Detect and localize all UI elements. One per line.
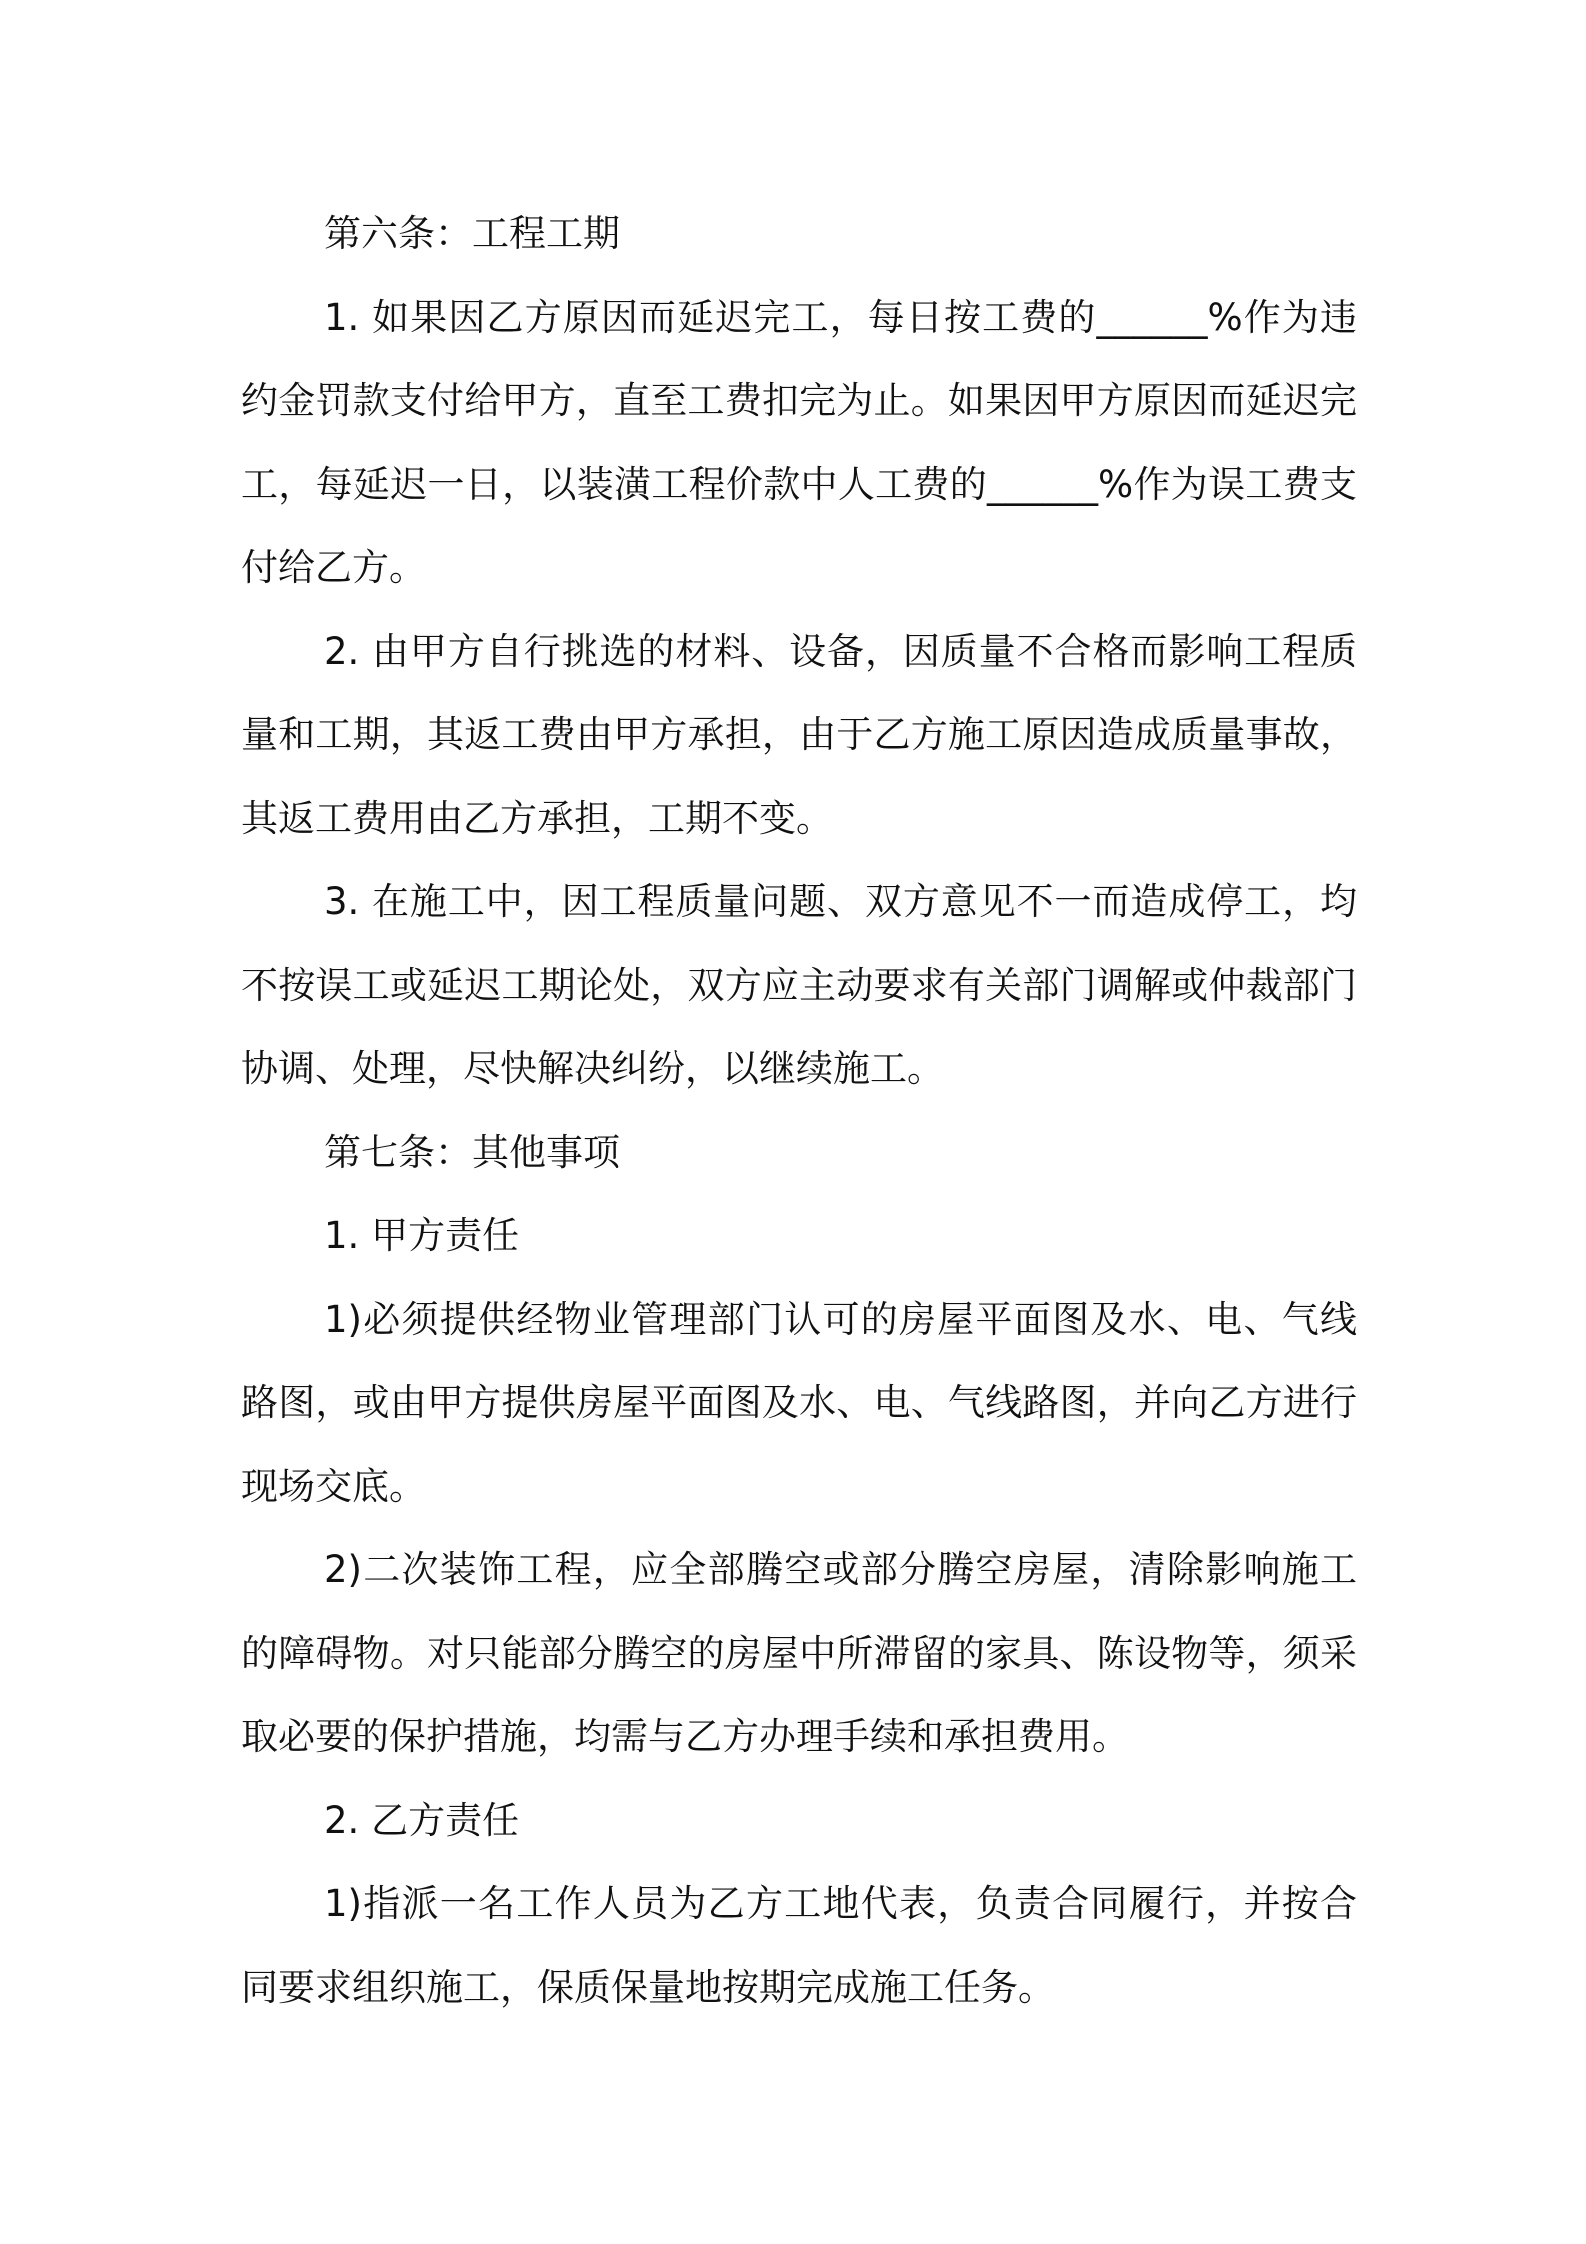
paragraph-6-2: 2. 由甲方自行挑选的材料、设备，因质量不合格而影响工程质量和工期，其返工费由甲方承担，由于乙方施工原因造成质量事故，其返工费用由乙方承担，工期不变。	[241, 629, 1357, 840]
paragraph-7-1-1: 1)必须提供经物业管理部门认可的房屋平面图及水、电、气线路图，或由甲方提供房屋平面图及水、电、气线路图，并向乙方进行现场交底。	[241, 1297, 1357, 1508]
document-body	[241, 192, 1357, 2029]
section-heading-article-7: 第七条：其他事项	[324, 1130, 620, 1174]
paragraph-7-1-2: 2)二次装饰工程，应全部腾空或部分腾空房屋，清除影响施工的障碍物。对只能部分腾空的房屋中所滞留的家具、陈设物等，须采取必要的保护措施，均需与乙方办理手续和承担费用。	[241, 1548, 1357, 1758]
paragraph-6-3: 3. 在施工中，因工程质量问题、双方意见不一而造成停工，均不按误工或延迟工期论处，双方应主动要求有关部门调解或仲裁部门协调、处理，尽快解决纠纷，以继续施工。	[241, 880, 1357, 1090]
subheading-party-b-duties: 2. 乙方责任	[324, 1798, 520, 1842]
section-heading-article-6: 第六条：工程工期	[324, 212, 620, 255]
paragraph-6-1: 1. 如果因乙方原因而延迟完工，每日按工费的______%作为违约金罚款支付给甲方，直至工费扣完为止。如果因甲方原因而延迟完工，每延迟一日，以装潢工程价款中人工费的______%作为误工费支付给乙方。	[241, 295, 1357, 589]
subheading-party-a-duties: 1. 甲方责任	[324, 1214, 520, 1257]
paragraph-7-2-1: 1)指派一名工作人员为乙方工地代表，负责合同履行，并按合同要求组织施工，保质保量地按期完成施工任务。	[241, 1882, 1357, 2009]
